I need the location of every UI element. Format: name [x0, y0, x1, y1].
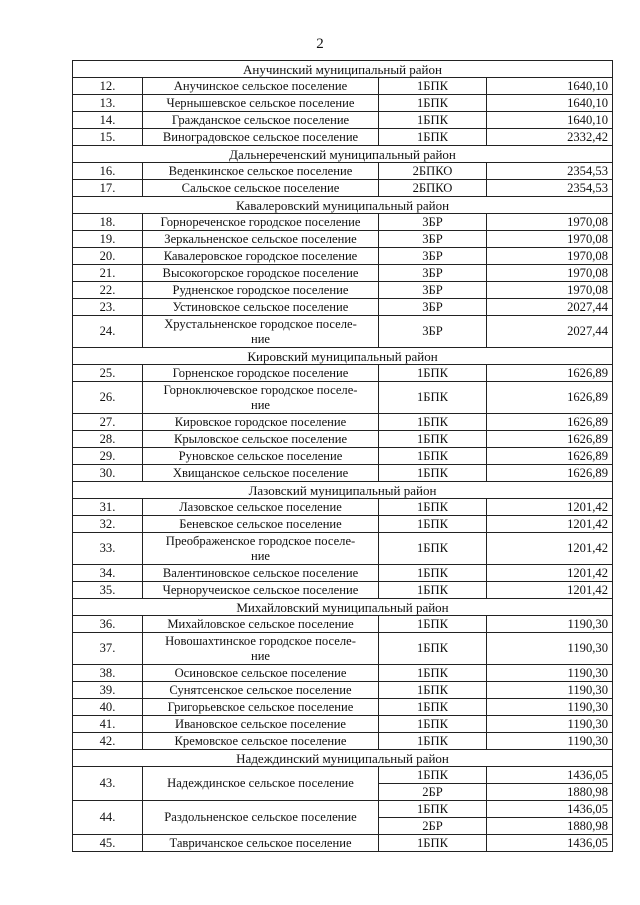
table-row: [73, 214, 613, 231]
rate-value: 1201,42: [487, 565, 613, 582]
settlement-name: Крыловское сельское поселение: [143, 431, 379, 448]
rate-value: 1201,42: [487, 582, 613, 599]
rate-value: 1970,08: [487, 265, 613, 282]
table-row: [73, 163, 613, 180]
category-code: 1БПК: [379, 382, 487, 414]
category-code: 1БПК: [379, 633, 487, 665]
settlement-name: Сальское сельское поселение: [143, 180, 379, 197]
settlement-name: Зеркальненское сельское поселение: [143, 231, 379, 248]
table-row: [73, 129, 613, 146]
table-row: [73, 365, 613, 382]
category-code: 1БПК: [379, 801, 487, 818]
table-row: [73, 78, 613, 95]
settlement-name: Осиновское сельское поселение: [143, 665, 379, 682]
category-code: 2БР: [379, 818, 487, 835]
row-number: 33.: [73, 533, 143, 565]
row-number: 36.: [73, 616, 143, 633]
row-number: 19.: [73, 231, 143, 248]
table-row: [73, 716, 613, 733]
row-number: 13.: [73, 95, 143, 112]
table-row: [73, 565, 613, 582]
table-row: [73, 231, 613, 248]
settlement-name: Чернышевское сельское поселение: [143, 95, 379, 112]
section-header-row: [73, 197, 613, 214]
row-number: 41.: [73, 716, 143, 733]
row-number: 44.: [73, 801, 143, 835]
row-number: 26.: [73, 382, 143, 414]
category-code: 1БПК: [379, 582, 487, 599]
page-number: 2: [316, 36, 324, 52]
section-title: Кавалеровский муниципальный район: [73, 197, 613, 214]
rate-value: 1190,30: [487, 699, 613, 716]
rate-value: 1626,89: [487, 382, 613, 414]
table-row: [73, 95, 613, 112]
row-number: 32.: [73, 516, 143, 533]
settlement-name: Ивановское сельское поселение: [143, 716, 379, 733]
settlement-name: Кремовское сельское поселение: [143, 733, 379, 750]
rate-value: 1626,89: [487, 448, 613, 465]
table-row: [73, 533, 613, 565]
settlement-name: Беневское сельское поселение: [143, 516, 379, 533]
row-number: 16.: [73, 163, 143, 180]
row-number: 25.: [73, 365, 143, 382]
section-header-row: [73, 146, 613, 163]
row-number: 22.: [73, 282, 143, 299]
category-code: 1БПК: [379, 499, 487, 516]
table-row: [73, 448, 613, 465]
table-row: [73, 265, 613, 282]
rate-value: 1436,05: [487, 835, 613, 852]
category-code: 1БПК: [379, 365, 487, 382]
table-row: [73, 248, 613, 265]
table-row: [73, 682, 613, 699]
row-number: 28.: [73, 431, 143, 448]
category-code: 3БР: [379, 265, 487, 282]
table-row: [73, 431, 613, 448]
row-number: 23.: [73, 299, 143, 316]
category-code: 1БПК: [379, 733, 487, 750]
rate-value: 1640,10: [487, 95, 613, 112]
category-code: 1БПК: [379, 835, 487, 852]
row-number: 20.: [73, 248, 143, 265]
settlement-name: Надеждинское сельское поселение: [143, 767, 379, 801]
row-number: 31.: [73, 499, 143, 516]
category-code: 2БПКО: [379, 163, 487, 180]
category-code: 1БПК: [379, 533, 487, 565]
table-row: [73, 699, 613, 716]
category-code: 1БПК: [379, 665, 487, 682]
rate-value: 1190,30: [487, 733, 613, 750]
table-row: [73, 299, 613, 316]
settlement-name: Виноградовское сельское поселение: [143, 129, 379, 146]
settlement-name: Руновское сельское поселение: [143, 448, 379, 465]
category-code: 3БР: [379, 214, 487, 231]
settlement-name: Высокогорское городское поселение: [143, 265, 379, 282]
table-row: [73, 180, 613, 197]
section-title: Лазовский муниципальный район: [73, 482, 613, 499]
table-row: [73, 582, 613, 599]
section-header-row: [73, 482, 613, 499]
category-code: 1БПК: [379, 448, 487, 465]
row-number: 39.: [73, 682, 143, 699]
settlement-name: Гражданское сельское поселение: [143, 112, 379, 129]
rate-value: 1201,42: [487, 533, 613, 565]
settlement-name: Кавалеровское городское поселение: [143, 248, 379, 265]
rate-value: 1970,08: [487, 248, 613, 265]
rate-value: 1436,05: [487, 767, 613, 784]
category-code: 1БПК: [379, 767, 487, 784]
settlement-name: Хвищанское сельское поселение: [143, 465, 379, 482]
settlement-name: Кировское городское поселение: [143, 414, 379, 431]
settlement-name: Раздольненское сельское поселение: [143, 801, 379, 835]
row-number: 18.: [73, 214, 143, 231]
row-number: 37.: [73, 633, 143, 665]
section-header-row: [73, 348, 613, 365]
row-number: 14.: [73, 112, 143, 129]
row-number: 38.: [73, 665, 143, 682]
settlement-name: Новошахтинское городское поселе- ние: [143, 633, 379, 665]
table-row: [73, 835, 613, 852]
category-code: 1БПК: [379, 682, 487, 699]
category-code: 1БПК: [379, 516, 487, 533]
category-code: 3БР: [379, 248, 487, 265]
rate-value: 2332,42: [487, 129, 613, 146]
category-code: 1БПК: [379, 431, 487, 448]
category-code: 1БПК: [379, 616, 487, 633]
settlement-name: Устиновское сельское поселение: [143, 299, 379, 316]
category-code: 1БПК: [379, 95, 487, 112]
category-code: 1БПК: [379, 565, 487, 582]
table-row: [73, 616, 613, 633]
rate-value: 2027,44: [487, 316, 613, 348]
rate-value: 1626,89: [487, 465, 613, 482]
rate-value: 1201,42: [487, 516, 613, 533]
section-header-row: [73, 61, 613, 78]
rate-value: 1626,89: [487, 431, 613, 448]
section-title: Кировский муниципальный район: [73, 348, 613, 365]
table-row: [73, 665, 613, 682]
category-code: 1БПК: [379, 699, 487, 716]
settlement-name: Сунятсенское сельское поселение: [143, 682, 379, 699]
category-code: 3БР: [379, 231, 487, 248]
section-title: Надеждинский муниципальный район: [73, 750, 613, 767]
table-row: [73, 382, 613, 414]
category-code: 1БПК: [379, 112, 487, 129]
row-number: 30.: [73, 465, 143, 482]
settlement-name: Лазовское сельское поселение: [143, 499, 379, 516]
settlement-name: Горнореченское городское поселение: [143, 214, 379, 231]
rate-value: 1640,10: [487, 112, 613, 129]
category-code: 1БПК: [379, 716, 487, 733]
row-number: 40.: [73, 699, 143, 716]
row-number: 35.: [73, 582, 143, 599]
row-number: 34.: [73, 565, 143, 582]
section-title: Дальнереченский муниципальный район: [73, 146, 613, 163]
row-number: 12.: [73, 78, 143, 95]
table-row: [73, 801, 613, 818]
table-row: [73, 733, 613, 750]
rate-value: 1190,30: [487, 682, 613, 699]
rate-value: 1880,98: [487, 818, 613, 835]
row-number: 17.: [73, 180, 143, 197]
row-number: 42.: [73, 733, 143, 750]
settlement-name: Тавричанское сельское поселение: [143, 835, 379, 852]
rate-value: 1970,08: [487, 231, 613, 248]
section-title: Михайловский муниципальный район: [73, 599, 613, 616]
rate-value: 1190,30: [487, 616, 613, 633]
rate-value: 2027,44: [487, 299, 613, 316]
row-number: 15.: [73, 129, 143, 146]
rate-value: 1190,30: [487, 716, 613, 733]
rate-value: 1626,89: [487, 365, 613, 382]
table-row: [73, 633, 613, 665]
row-number: 24.: [73, 316, 143, 348]
settlement-name: Хрустальненское городское поселе- ние: [143, 316, 379, 348]
row-number: 45.: [73, 835, 143, 852]
row-number: 29.: [73, 448, 143, 465]
category-code: 3БР: [379, 299, 487, 316]
row-number: 43.: [73, 767, 143, 801]
table-row: [73, 499, 613, 516]
rate-value: 1970,08: [487, 282, 613, 299]
rate-value: 2354,53: [487, 180, 613, 197]
section-header-row: [73, 599, 613, 616]
settlement-name: Михайловское сельское поселение: [143, 616, 379, 633]
settlement-name: Анучинское сельское поселение: [143, 78, 379, 95]
rate-value: 1190,30: [487, 633, 613, 665]
category-code: 1БПК: [379, 414, 487, 431]
section-header-row: [73, 750, 613, 767]
rate-value: 1880,98: [487, 784, 613, 801]
rate-value: 1201,42: [487, 499, 613, 516]
category-code: 1БПК: [379, 129, 487, 146]
settlement-name: Рудненское городское поселение: [143, 282, 379, 299]
settlement-name: Черноручеиское сельское поселение: [143, 582, 379, 599]
row-number: 21.: [73, 265, 143, 282]
rate-value: 1640,10: [487, 78, 613, 95]
category-code: 2БПКО: [379, 180, 487, 197]
table-row: [73, 465, 613, 482]
category-code: 1БПК: [379, 465, 487, 482]
category-code: 3БР: [379, 282, 487, 299]
settlement-name: Горноключевское городское поселе- ние: [143, 382, 379, 414]
table-row: [73, 414, 613, 431]
row-number: 27.: [73, 414, 143, 431]
rate-value: 1970,08: [487, 214, 613, 231]
settlement-name: Веденкинское сельское поселение: [143, 163, 379, 180]
settlements-table: [72, 60, 613, 852]
category-code: 2БР: [379, 784, 487, 801]
table-row: [73, 767, 613, 784]
settlement-name: Горненское городское поселение: [143, 365, 379, 382]
rate-value: 2354,53: [487, 163, 613, 180]
rate-value: 1626,89: [487, 414, 613, 431]
rate-value: 1190,30: [487, 665, 613, 682]
category-code: 1БПК: [379, 78, 487, 95]
table-row: [73, 282, 613, 299]
table-row: [73, 112, 613, 129]
section-title: Анучинский муниципальный район: [73, 61, 613, 78]
table-body: [73, 61, 613, 852]
table-row: [73, 516, 613, 533]
rate-value: 1436,05: [487, 801, 613, 818]
table-row: [73, 316, 613, 348]
category-code: 3БР: [379, 316, 487, 348]
settlement-name: Валентиновское сельское поселение: [143, 565, 379, 582]
settlement-name: Григорьевское сельское поселение: [143, 699, 379, 716]
settlement-name: Преображенское городское поселе- ние: [143, 533, 379, 565]
